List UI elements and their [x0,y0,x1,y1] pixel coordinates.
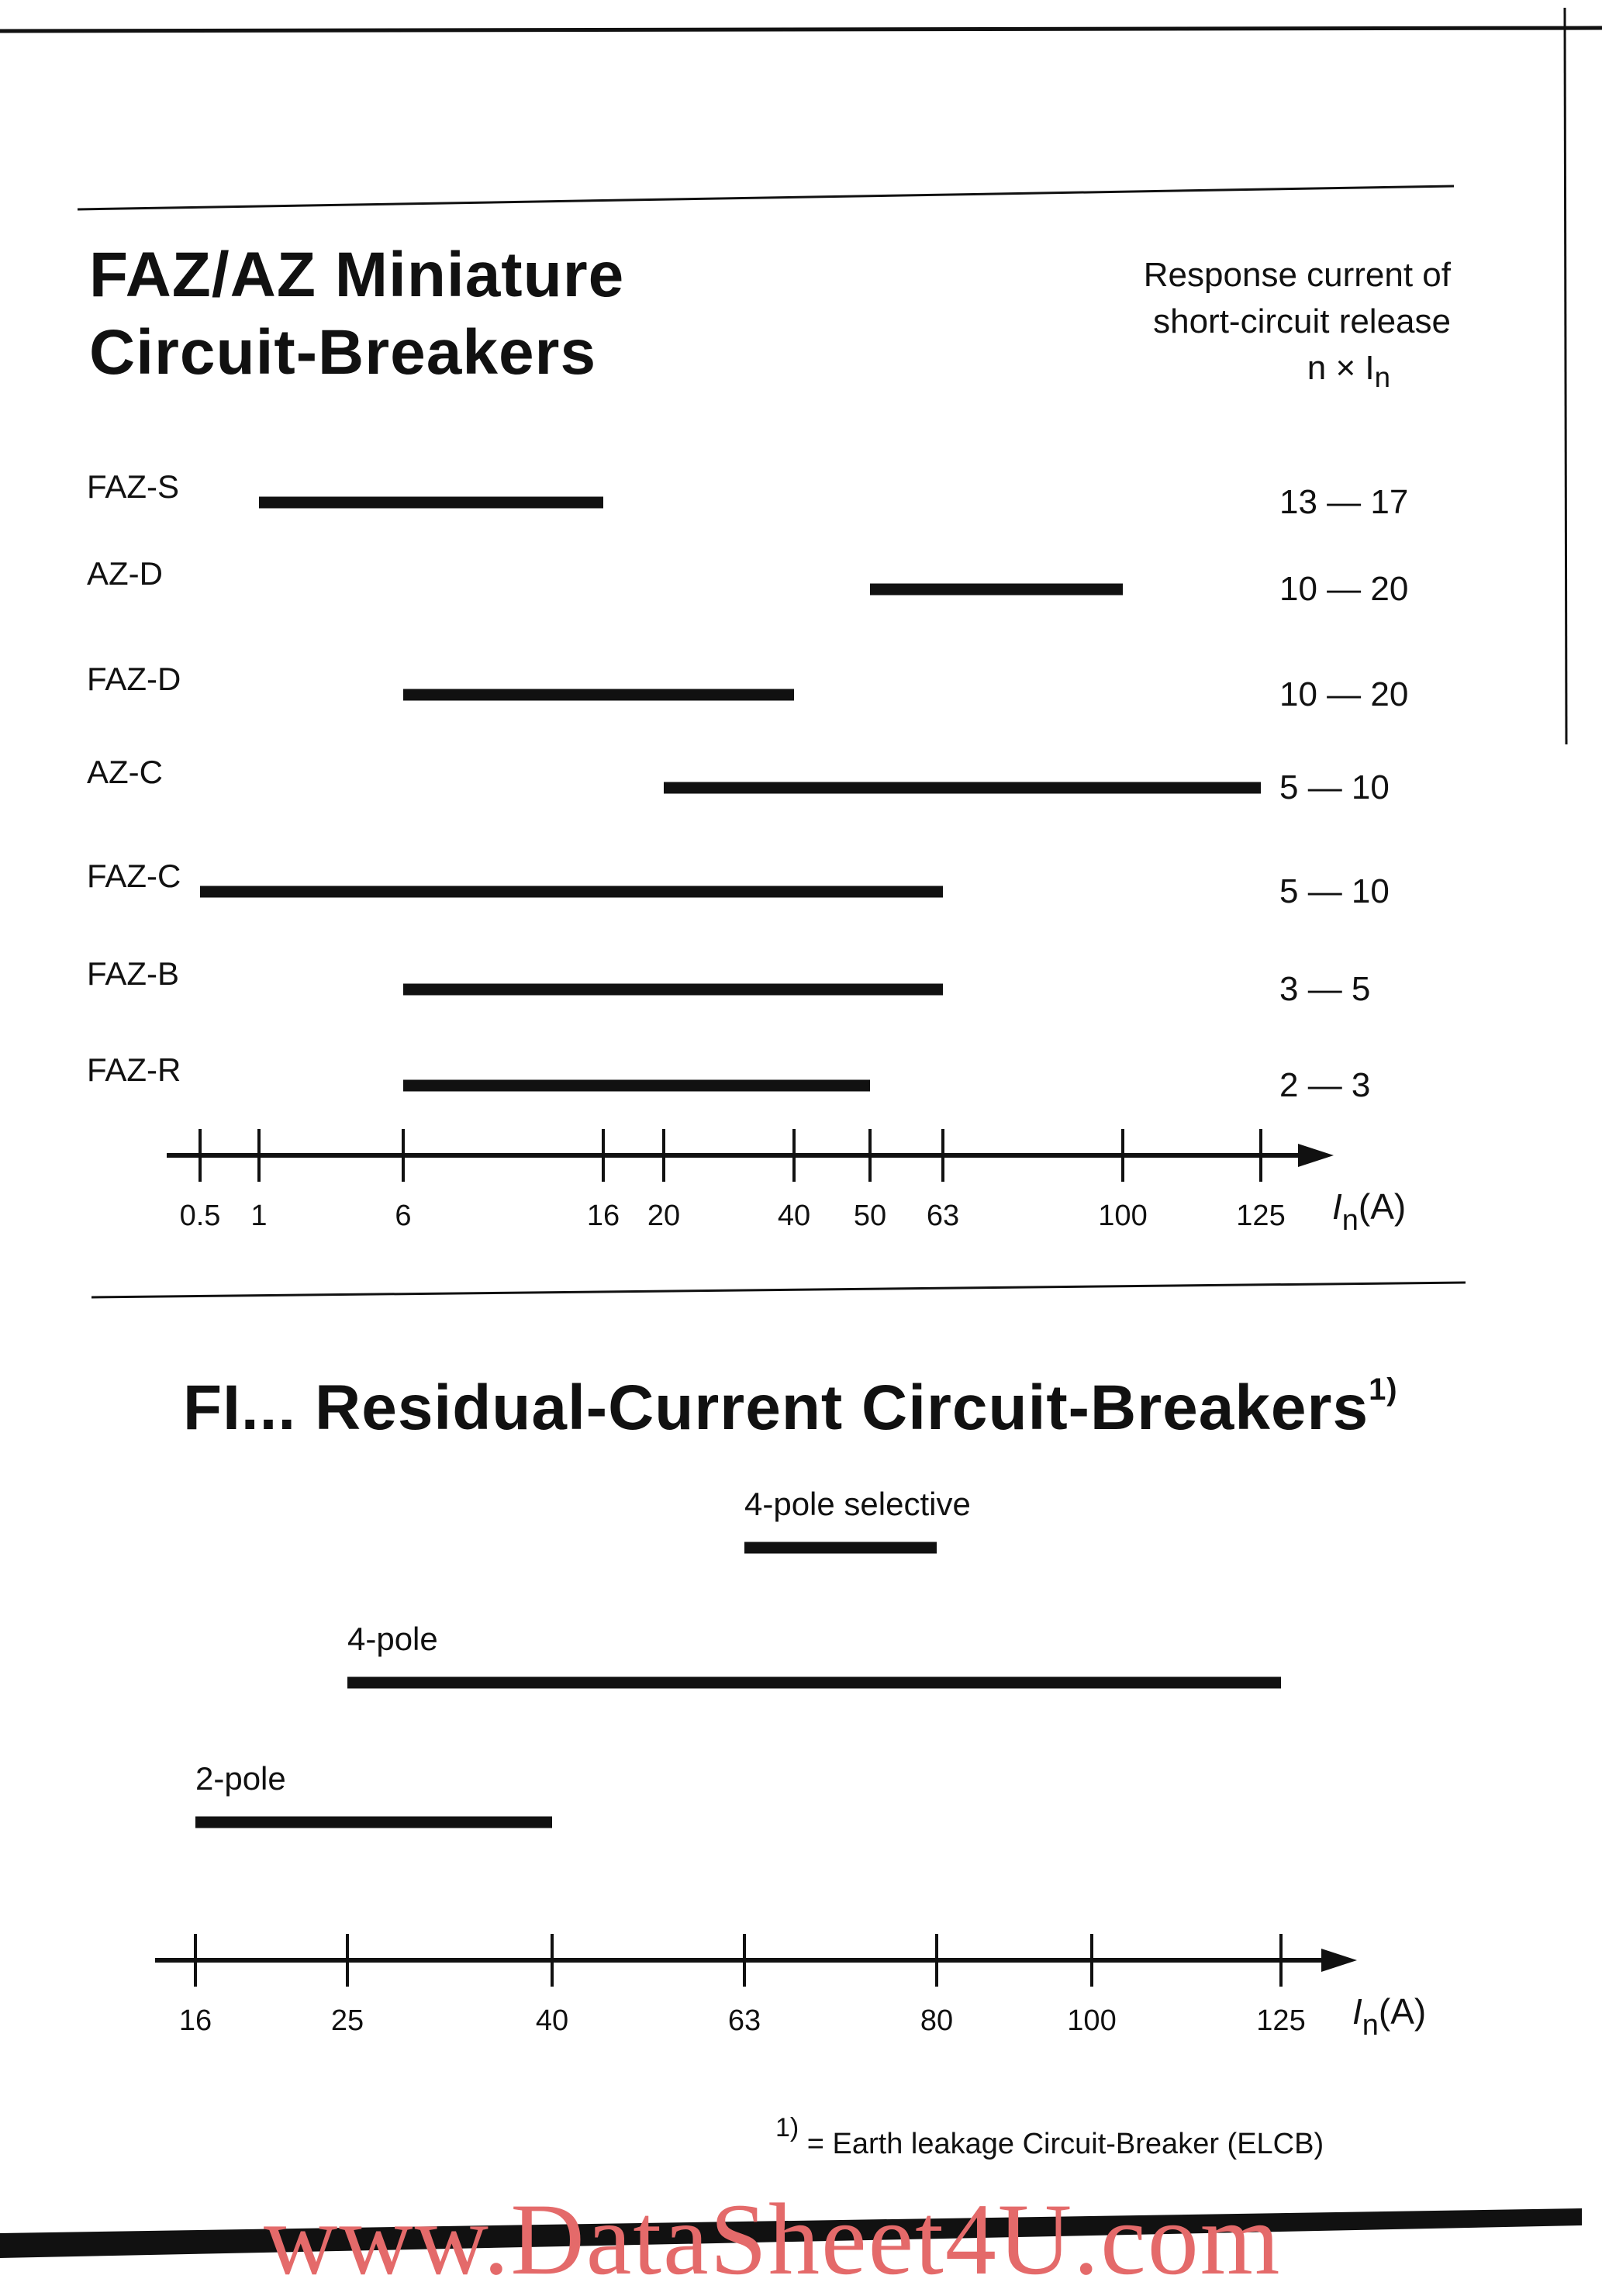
response-header-sub: n [1374,361,1390,393]
rccb-row-label-2-pole: 2-pole [195,1760,286,1797]
mcb-row-label-faz-c: FAZ-C [87,858,181,894]
rccb-tick-label-100: 100 [1067,2004,1117,2037]
mcb-tick-label-20: 20 [647,1200,681,1232]
mcb-tick-label-6: 6 [395,1200,412,1232]
watermark: www.DataSheet4U.com [264,2182,1282,2296]
rccb-axis-title [1352,1991,1426,2042]
mcb-tick-label-125: 125 [1236,1200,1286,1232]
rccb-axis-title-sub: n [1362,2009,1379,2042]
footnote-text: = Earth leakage Circuit-Breaker (ELCB) [806,2128,1324,2160]
mcb-range-chart [87,468,1408,1237]
mcb-tick-label-100: 100 [1098,1200,1148,1232]
mcb-response-faz-c: 5 — 10 [1279,872,1390,910]
right-edge-rule [1565,8,1566,744]
mcb-tick-label-0.5: 0.5 [179,1200,221,1232]
mcb-row-label-faz-s: FAZ-S [87,468,180,505]
mcb-tick-label-50: 50 [853,1200,887,1232]
rccb-tick-label-125: 125 [1256,2004,1306,2037]
top-rule [0,28,1602,31]
rccb-tick-label-80: 80 [920,2004,954,2037]
rccb-range-chart [155,1486,1426,2042]
response-header-symbol: n × I [1307,349,1375,387]
rccb-row-label-4-pole-selective: 4-pole selective [744,1486,971,1522]
rccb-bar-4-pole [347,1677,1281,1689]
mcb-row-label-az-d: AZ-D [87,555,163,592]
rccb-tick-label-63: 63 [727,2004,761,2037]
mcb-axis-title-sub: n [1341,1204,1359,1237]
mcb-response-faz-b: 3 — 5 [1279,970,1371,1008]
rccb-axis-title-symbol: I [1352,1991,1362,2032]
rccb-bar-4-pole-selective [744,1542,937,1554]
mcb-title-line2: Circuit-Breakers [89,317,597,388]
rccb-tick-label-25: 25 [330,2004,364,2037]
page-rules [0,8,1602,2258]
mcb-tick-label-1: 1 [250,1200,268,1232]
rccb-title-text: FI... Residual-Current Circuit-Breakers [183,1372,1369,1443]
mcb-axis-title [1332,1186,1406,1237]
mcb-tick-label-63: 63 [926,1200,960,1232]
rccb-tick-label-16: 16 [178,2004,212,2037]
mcb-row-label-faz-b: FAZ-B [87,955,180,992]
mcb-response-faz-d: 10 — 20 [1279,675,1409,713]
response-header-line1: Response current of [1143,256,1451,294]
footnote-marker: 1) [775,2113,799,2142]
mcb-row-label-faz-d: FAZ-D [87,661,181,697]
section-divider [91,1283,1466,1297]
mcb-bar-az-c [664,782,1261,794]
mcb-header-rule [78,186,1454,209]
mcb-response-az-d: 10 — 20 [1279,570,1409,608]
mcb-tick-label-40: 40 [777,1200,811,1232]
mcb-bar-faz-c [200,886,943,898]
mcb-bar-faz-r [403,1080,870,1092]
mcb-axis-title-symbol: I [1332,1186,1342,1227]
mcb-response-faz-r: 2 — 3 [1279,1066,1371,1104]
mcb-tick-label-16: 16 [586,1200,620,1232]
rccb-row-label-4-pole: 4-pole [347,1621,438,1657]
mcb-row-label-az-c: AZ-C [87,754,163,790]
response-header-line2: short-circuit release [1153,302,1451,340]
mcb-axis-title-unit: (A) [1358,1186,1407,1227]
rccb-x-axis-arrow [1321,1949,1357,1972]
rccb-axis-title-unit: (A) [1378,1991,1427,2032]
mcb-x-axis-arrow [1298,1144,1334,1167]
mcb-bar-faz-s [259,497,603,509]
rccb-title-footnote: 1) [1369,1372,1398,1407]
mcb-bar-faz-d [403,689,794,701]
rccb-tick-label-40: 40 [535,2004,569,2037]
mcb-response-faz-s: 13 — 17 [1279,483,1409,521]
mcb-row-label-faz-r: FAZ-R [87,1051,181,1088]
mcb-title-line1: FAZ/AZ Miniature [89,240,625,310]
mcb-response-az-c: 5 — 10 [1279,768,1390,806]
rccb-bar-2-pole [195,1817,552,1828]
mcb-bar-faz-b [403,984,943,996]
mcb-bar-az-d [870,584,1123,596]
